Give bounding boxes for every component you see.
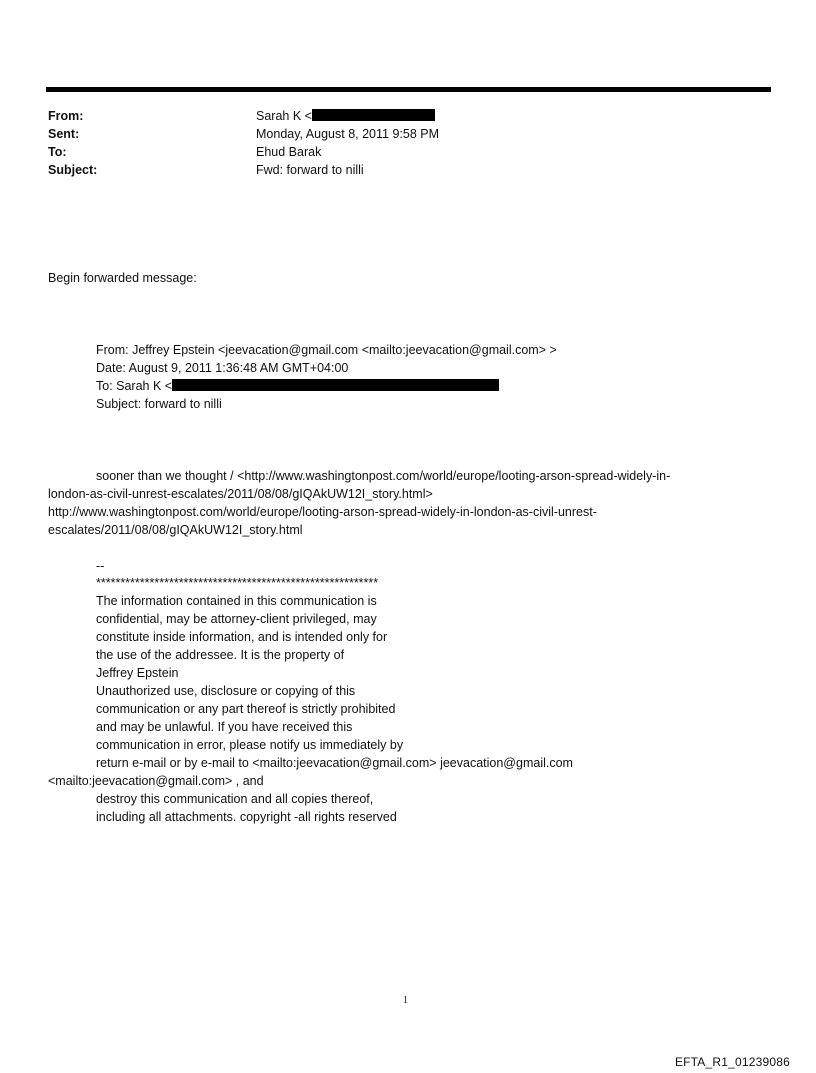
page-number: 1 <box>403 995 408 1006</box>
body-line: escalates/2011/08/08/gIQAkUW12I_story.html <box>48 523 303 537</box>
header-divider <box>46 87 771 92</box>
body-line: london-as-civil-unrest-escalates/2011/08/08/gIQAkUW12I_story.html> <box>48 487 433 501</box>
subject-label: Subject: <box>48 163 98 177</box>
document-id: EFTA_R1_01239086 <box>674 1055 790 1069</box>
signature-dashes: -- <box>96 559 105 573</box>
disclaimer-line: Unauthorized use, disclosure or copying of this <box>96 684 356 698</box>
subject-value: Fwd: forward to nilli <box>256 163 364 177</box>
sent-value: Monday, August 8, 2011 9:58 PM <box>256 127 439 141</box>
from-label: From: <box>48 109 84 123</box>
body-line: sooner than we thought / <http://www.washingtonpost.com/world/europe/looting-arson-spread-widely-in- <box>96 469 671 483</box>
disclaimer-line: including all attachments. copyright -all rights reserved <box>96 810 397 824</box>
fwd-date: Date: August 9, 2011 1:36:48 AM GMT+04:00 <box>96 361 349 375</box>
signature-stars: ********************************************************** <box>96 576 379 590</box>
to-value: Ehud Barak <box>256 145 322 159</box>
disclaimer-line: constitute inside information, and is intended only for <box>96 630 388 644</box>
disclaimer-line: <mailto:jeevacation@gmail.com> , and <box>48 774 264 788</box>
disclaimer-line: destroy this communication and all copies thereof, <box>96 792 374 806</box>
from-value: Sarah K < <box>256 107 435 125</box>
body-line: http://www.washingtonpost.com/world/europe/looting-arson-spread-widely-in-london-as-civil-unrest- <box>48 505 597 519</box>
fwd-from: From: Jeffrey Epstein <jeevacation@gmail.com <mailto:jeevacation@gmail.com> > <box>96 343 557 357</box>
redaction-bar <box>312 109 435 121</box>
sent-label: Sent: <box>48 127 80 141</box>
disclaimer-line: communication in error, please notify us immediately by <box>96 738 404 752</box>
fwd-to: To: Sarah K < <box>96 377 499 395</box>
disclaimer-line: and may be unlawful. If you have received this <box>96 720 353 734</box>
disclaimer-line: return e-mail or by e-mail to <mailto:jeevacation@gmail.com> jeevacation@gmail.com <box>96 756 573 770</box>
disclaimer-line: Jeffrey Epstein <box>96 666 179 680</box>
forward-intro: Begin forwarded message: <box>48 271 197 285</box>
disclaimer-line: confidential, may be attorney-client privileged, may <box>96 612 377 626</box>
redaction-bar <box>172 379 499 391</box>
disclaimer-line: The information contained in this communication is <box>96 594 377 608</box>
fwd-subject: Subject: forward to nilli <box>96 397 222 411</box>
disclaimer-line: communication or any part thereof is strictly prohibited <box>96 702 396 716</box>
disclaimer-line: the use of the addressee. It is the property of <box>96 648 345 662</box>
to-label: To: <box>48 145 67 159</box>
